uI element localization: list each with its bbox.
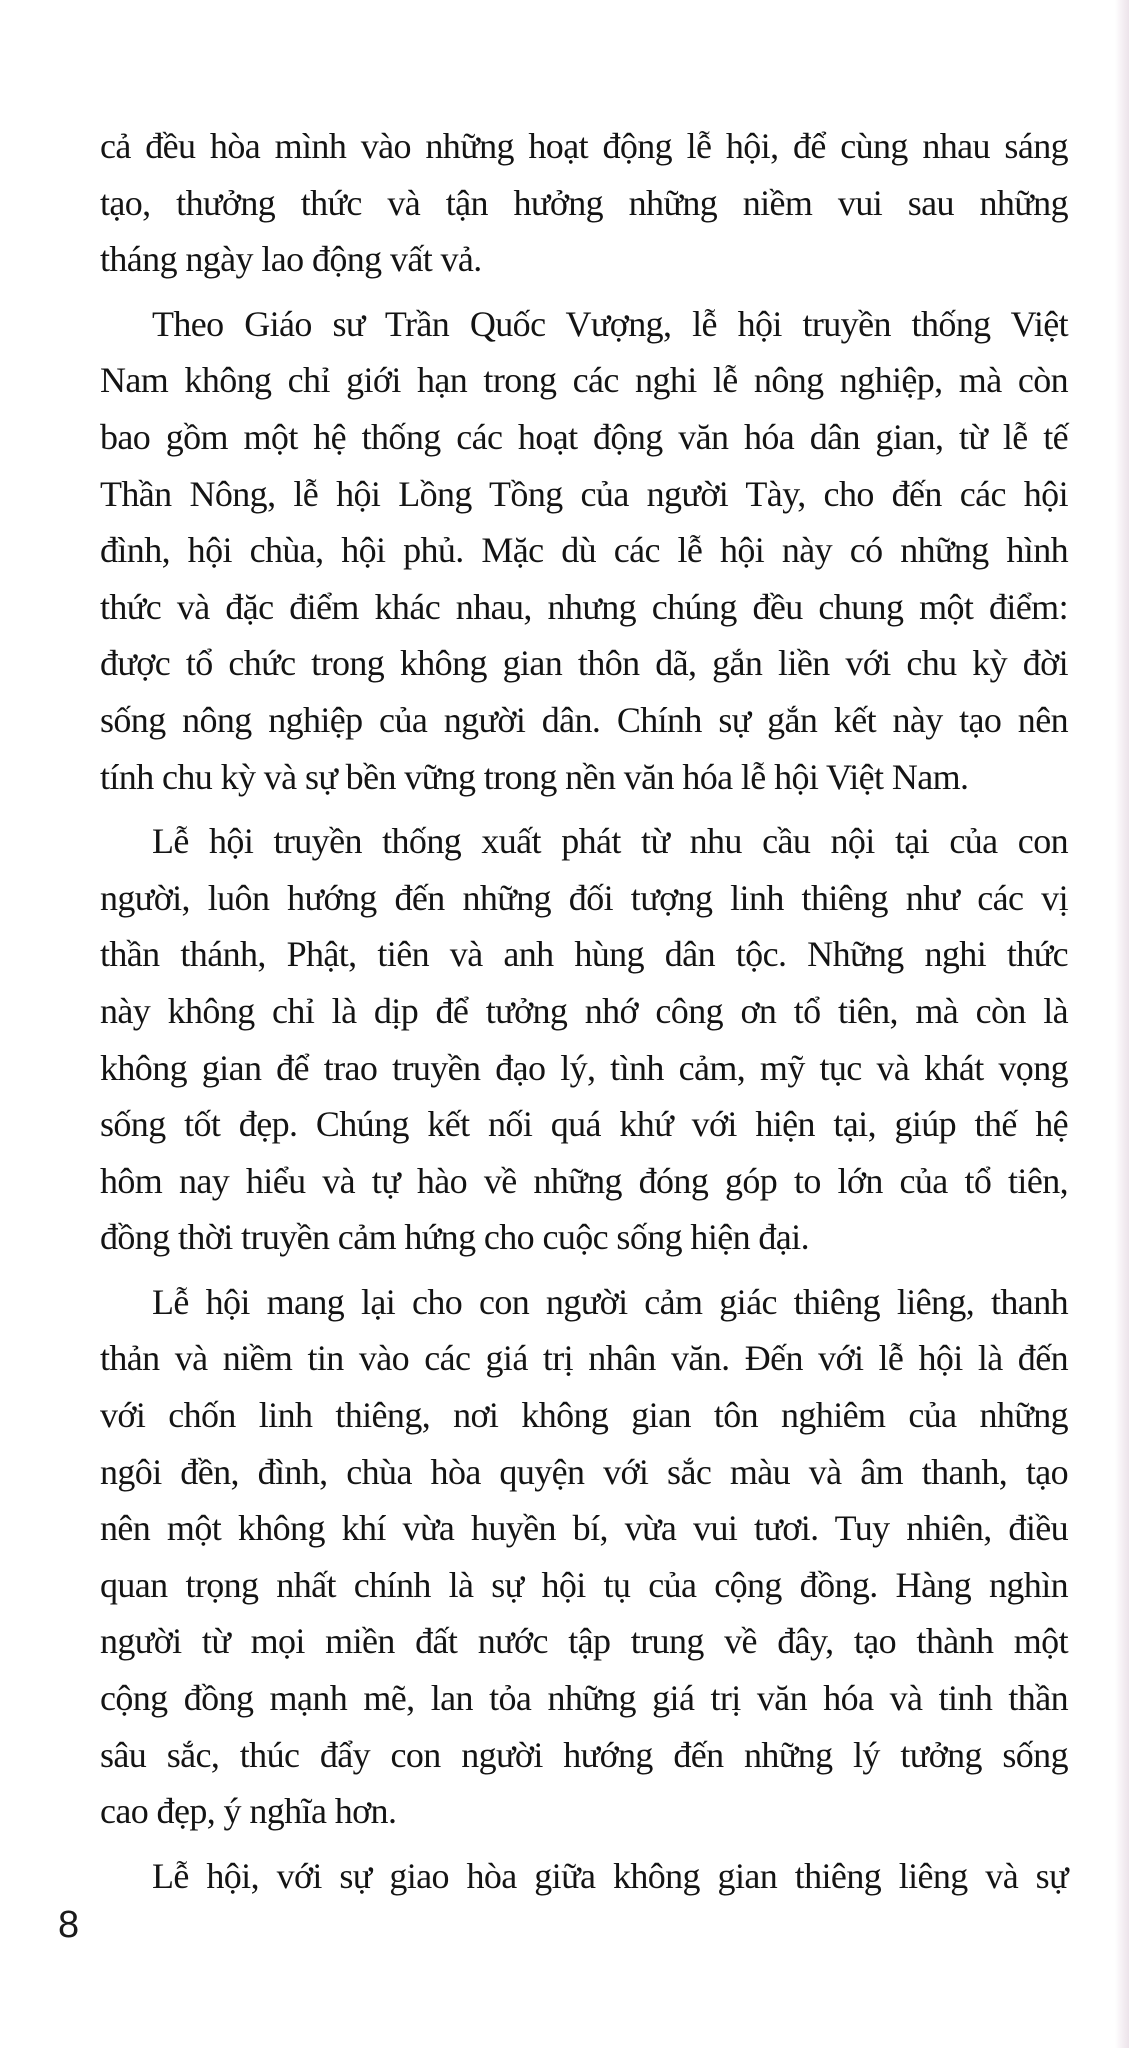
text-line: được tổ chức trong không gian thôn dã, gắn liền với chu kỳ đời xyxy=(100,643,1068,684)
text-line: Lễ hội truyền thống xuất phát từ nhu cầu nội tại của con xyxy=(152,821,1068,862)
page-number: 8 xyxy=(58,1904,80,1946)
text-line: cả đều hòa mình vào những hoạt động lễ hội, để cùng nhau sáng xyxy=(100,126,1068,166)
text-line: sống tốt đẹp. Chúng kết nối quá khứ với hiện tại, giúp thế hệ xyxy=(100,1104,1068,1145)
text-line: cao đẹp, ý nghĩa hơn. xyxy=(100,1791,397,1832)
text-line: ngôi đền, đình, chùa hòa quyện với sắc màu và âm thanh, tạo xyxy=(100,1451,1068,1492)
text-line: tạo, thưởng thức và tận hưởng những niềm vui sau những xyxy=(100,182,1068,223)
text-line: thần thánh, Phật, tiên và anh hùng dân tộc. Những nghi thức xyxy=(100,934,1068,975)
text-line: sâu sắc, thúc đẩy con người hướng đến những lý tưởng sống xyxy=(100,1734,1068,1775)
text-line: Lễ hội, với sự giao hòa giữa không gian thiêng liêng và sự xyxy=(152,1855,1068,1896)
text-line: sống nông nghiệp của người dân. Chính sự gắn kết này tạo nên xyxy=(100,699,1068,740)
text-line: không gian để trao truyền đạo lý, tình cảm, mỹ tục và khát vọng xyxy=(100,1047,1068,1088)
text-line: Theo Giáo sư Trần Quốc Vượng, lễ hội truyền thống Việt xyxy=(152,303,1068,344)
text-line: cộng đồng mạnh mẽ, lan tỏa những giá trị văn hóa và tinh thần xyxy=(100,1678,1068,1719)
text-line: Thần Nông, lễ hội Lồng Tồng của người Tày, cho đến các hội xyxy=(100,473,1068,514)
text-line: tính chu kỳ và sự bền vững trong nền văn hóa lễ hội Việt Nam. xyxy=(100,756,969,797)
text-line: tháng ngày lao động vất vả. xyxy=(100,239,482,280)
text-line: thản và niềm tin vào các giá trị nhân văn. Đến với lễ hội là đến xyxy=(100,1338,1068,1379)
paragraph-4 xyxy=(100,1274,1068,1840)
text-line: đình, hội chùa, hội phủ. Mặc dù các lễ hội này có những hình xyxy=(100,530,1068,571)
text-line: với chốn linh thiêng, nơi không gian tôn nghiêm của những xyxy=(100,1395,1068,1436)
text-line: Lễ hội mang lại cho con người cảm giác thiêng liêng, thanh xyxy=(152,1281,1068,1322)
text-line: Nam không chỉ giới hạn trong các nghi lễ nông nghiệp, mà còn xyxy=(100,360,1068,401)
paragraph-2 xyxy=(100,296,1068,805)
paragraph-3 xyxy=(100,813,1068,1266)
page-edge-shadow xyxy=(1115,0,1129,2048)
text-line: bao gồm một hệ thống các hoạt động văn hóa dân gian, từ lễ tế xyxy=(100,416,1068,457)
text-line: đồng thời truyền cảm hứng cho cuộc sống hiện đại. xyxy=(100,1217,809,1258)
text-line: người từ mọi miền đất nước tập trung về đây, tạo thành một xyxy=(100,1621,1068,1662)
text-line: hôm nay hiểu và tự hào về những đóng góp to lớn của tổ tiên, xyxy=(100,1160,1068,1201)
text-line: nên một không khí vừa huyền bí, vừa vui tươi. Tuy nhiên, điều xyxy=(100,1508,1068,1549)
text-line: quan trọng nhất chính là sự hội tụ của cộng đồng. Hàng nghìn xyxy=(100,1564,1068,1605)
text-line: này không chỉ là dịp để tưởng nhớ công ơn tổ tiên, mà còn là xyxy=(100,990,1068,1031)
text-line: người, luôn hướng đến những đối tượng linh thiêng như các vị xyxy=(100,877,1068,918)
paragraph-5 xyxy=(100,1848,1068,1905)
paragraph-1 xyxy=(100,118,1068,288)
text-line: thức và đặc điểm khác nhau, nhưng chúng đều chung một điểm: xyxy=(100,586,1068,627)
body-text xyxy=(100,118,1068,1904)
